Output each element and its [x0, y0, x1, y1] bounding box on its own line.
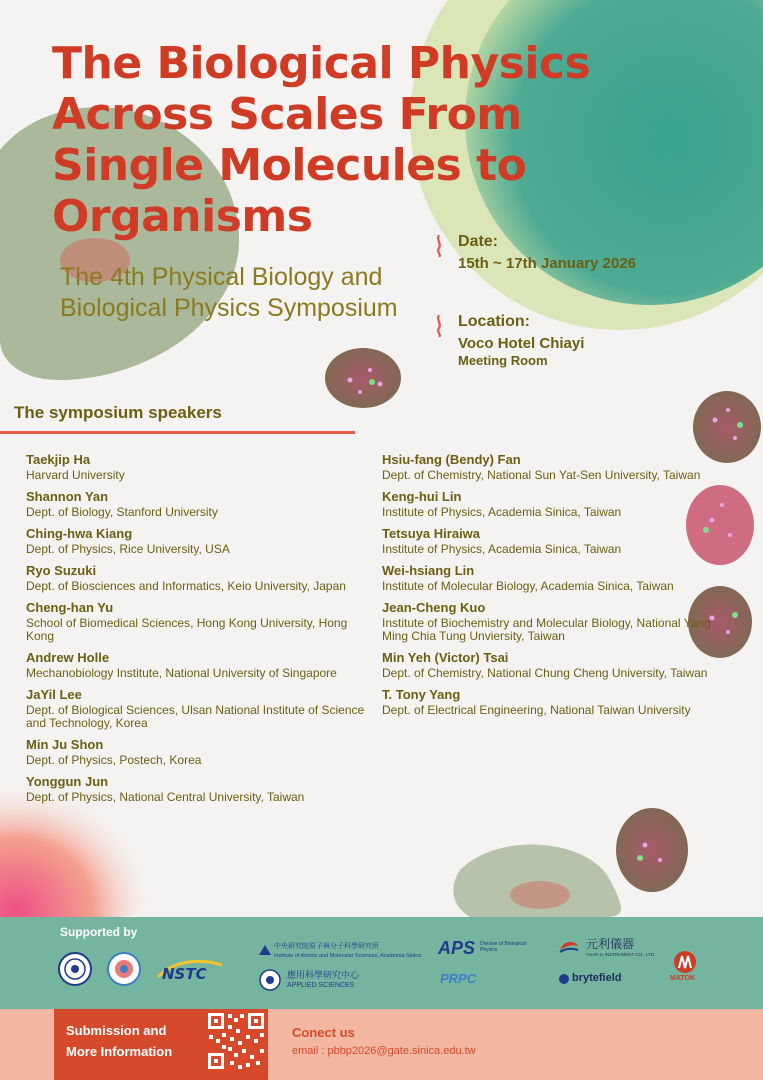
speaker-name: Jean-Cheng Kuo — [382, 600, 486, 615]
speaker-item — [26, 525, 366, 556]
symposium-subtitle: The 4th Physical Biology and Biological Physics Symposium — [60, 263, 398, 322]
contact-heading: Conect us — [292, 1025, 355, 1040]
cell-bottom-nucleus — [510, 881, 570, 909]
speaker-affiliation: Dept. of Biology, Stanford University — [26, 505, 218, 519]
speaker-name: Shannon Yan — [26, 489, 109, 504]
speaker-name: Tetsuya Hiraiwa — [382, 526, 481, 541]
speaker-item — [382, 649, 722, 680]
speaker-affiliation: Dept. of Biosciences and Informatics, Keio University, Japan — [26, 579, 346, 593]
rcas-logo-icon — [259, 969, 281, 991]
cell-small-5 — [616, 808, 688, 892]
speaker-item — [26, 736, 366, 767]
speaker-name: Min Ju Shon — [26, 737, 104, 752]
speaker-name: T. Tony Yang — [382, 687, 461, 702]
speaker-item — [382, 599, 722, 643]
speaker-affiliation: School of Biomedical Sciences, Hong Kong University, Hong Kong — [26, 616, 348, 643]
nstc-logo — [154, 957, 226, 983]
speaker-name: Min Yeh (Victor) Tsai — [382, 650, 509, 665]
date-squiggle-icon — [436, 235, 442, 257]
yuanli-zh: 元利儀器 — [586, 937, 635, 951]
iams-logo-icon — [258, 943, 272, 957]
iams-en: Institute of Atomic and Molecular Sciences, Academia Sinica — [274, 953, 422, 959]
speaker-item — [382, 686, 722, 717]
supported-by-label: Supported by — [60, 925, 138, 939]
speaker-item — [382, 451, 722, 482]
cell-small-1 — [325, 348, 401, 408]
brytefield-logo-icon — [558, 973, 570, 985]
speaker-name: Taekjip Ha — [26, 452, 91, 467]
matok-logo-icon — [671, 950, 699, 974]
speaker-affiliation: Dept. of Chemistry, National Chung Cheng University, Taiwan — [382, 666, 708, 680]
speaker-name: Yonggun Jun — [26, 774, 109, 789]
speaker-name: Ryo Suzuki — [26, 563, 97, 578]
speaker-affiliation: Institute of Physics, Academia Sinica, Taiwan — [382, 542, 622, 556]
speaker-affiliation: Dept. of Biological Sciences, Ulsan National Institute of Science and Technology, Korea — [26, 703, 365, 730]
speakers-divider — [0, 431, 355, 434]
speaker-item — [382, 525, 722, 556]
speaker-item — [26, 599, 366, 643]
contact-email[interactable]: email : pbbp2026@gate.sinica.edu.tw — [292, 1045, 476, 1057]
location-squiggle-icon — [436, 315, 442, 337]
speaker-name: Cheng-han Yu — [26, 600, 114, 615]
speaker-name: Keng-hui Lin — [382, 489, 462, 504]
date-label: Date: — [458, 233, 499, 250]
speaker-item — [26, 488, 366, 519]
speaker-item — [26, 773, 366, 804]
yuanli-en: YUAN LI INSTRUMENT CO., LTD. — [586, 952, 656, 957]
speaker-name: Hsiu-fang (Bendy) Fan — [382, 452, 521, 467]
speaker-item — [26, 649, 366, 680]
speaker-affiliation: Dept. of Physics, National Central University, Taiwan — [26, 790, 305, 804]
submission-label: Submission and More Information — [66, 1023, 173, 1059]
speaker-name: Andrew Holle — [26, 650, 110, 665]
speaker-affiliation: Harvard University — [26, 468, 125, 482]
seal-logo-1 — [58, 952, 92, 986]
iams-zh: 中央研究院原子與分子科學研究所 — [274, 943, 379, 950]
speakers-left-column — [26, 451, 366, 810]
speaker-item — [26, 451, 366, 482]
speaker-name: JaYil Lee — [26, 687, 82, 702]
speaker-affiliation: Dept. of Physics, Postech, Korea — [26, 753, 202, 767]
speaker-item — [26, 686, 366, 730]
location-label: Location: — [458, 313, 530, 330]
rcas-en: APPLIED SCIENCES — [287, 982, 355, 989]
location-detail: Meeting Room — [458, 353, 548, 368]
speaker-item — [382, 562, 722, 593]
speaker-affiliation: Dept. of Electrical Engineering, National Taiwan University — [382, 703, 691, 717]
speaker-item — [26, 562, 366, 593]
matok-text: MATOK — [670, 975, 696, 982]
speaker-affiliation: Institute of Biochemistry and Molecular Biology, National Yang Ming Chia Tung Unviersity, Taiwan — [382, 616, 711, 643]
speaker-item — [382, 488, 722, 519]
speakers-heading: The symposium speakers — [14, 403, 222, 422]
speakers-right-column — [382, 451, 722, 723]
qr-code-icon[interactable] — [206, 1011, 266, 1071]
aps-division: Division of Biological Physics — [480, 941, 526, 953]
brytefield-logo: brytefield — [572, 972, 622, 984]
speaker-affiliation: Mechanobiology Institute, National University of Singapore — [26, 666, 337, 680]
speaker-name: Ching-hwa Kiang — [26, 526, 133, 541]
speaker-affiliation: Institute of Physics, Academia Sinica, Taiwan — [382, 505, 622, 519]
location-value: Voco Hotel Chiayi — [458, 335, 585, 352]
speaker-name: Wei-hsiang Lin — [382, 563, 475, 578]
submission-box — [54, 1009, 268, 1080]
aps-logo: APS — [438, 938, 476, 958]
nstc-text: NSTC — [162, 965, 207, 983]
yuanli-logo-icon — [558, 938, 580, 956]
seal-logo-2 — [107, 952, 141, 986]
speaker-affiliation: Dept. of Chemistry, National Sun Yat-Sen University, Taiwan — [382, 468, 701, 482]
poster-title: The Biological Physics Across Scales From Single Molecules to Organisms — [52, 38, 591, 242]
date-value: 15th ~ 17th January 2026 — [458, 255, 637, 272]
prpc-logo: PRPC — [440, 971, 477, 986]
speaker-affiliation: Institute of Molecular Biology, Academia Sinica, Taiwan — [382, 579, 674, 593]
rcas-zh: 應用科學研究中心 — [287, 970, 360, 980]
speaker-affiliation: Dept. of Physics, Rice University, USA — [26, 542, 230, 556]
